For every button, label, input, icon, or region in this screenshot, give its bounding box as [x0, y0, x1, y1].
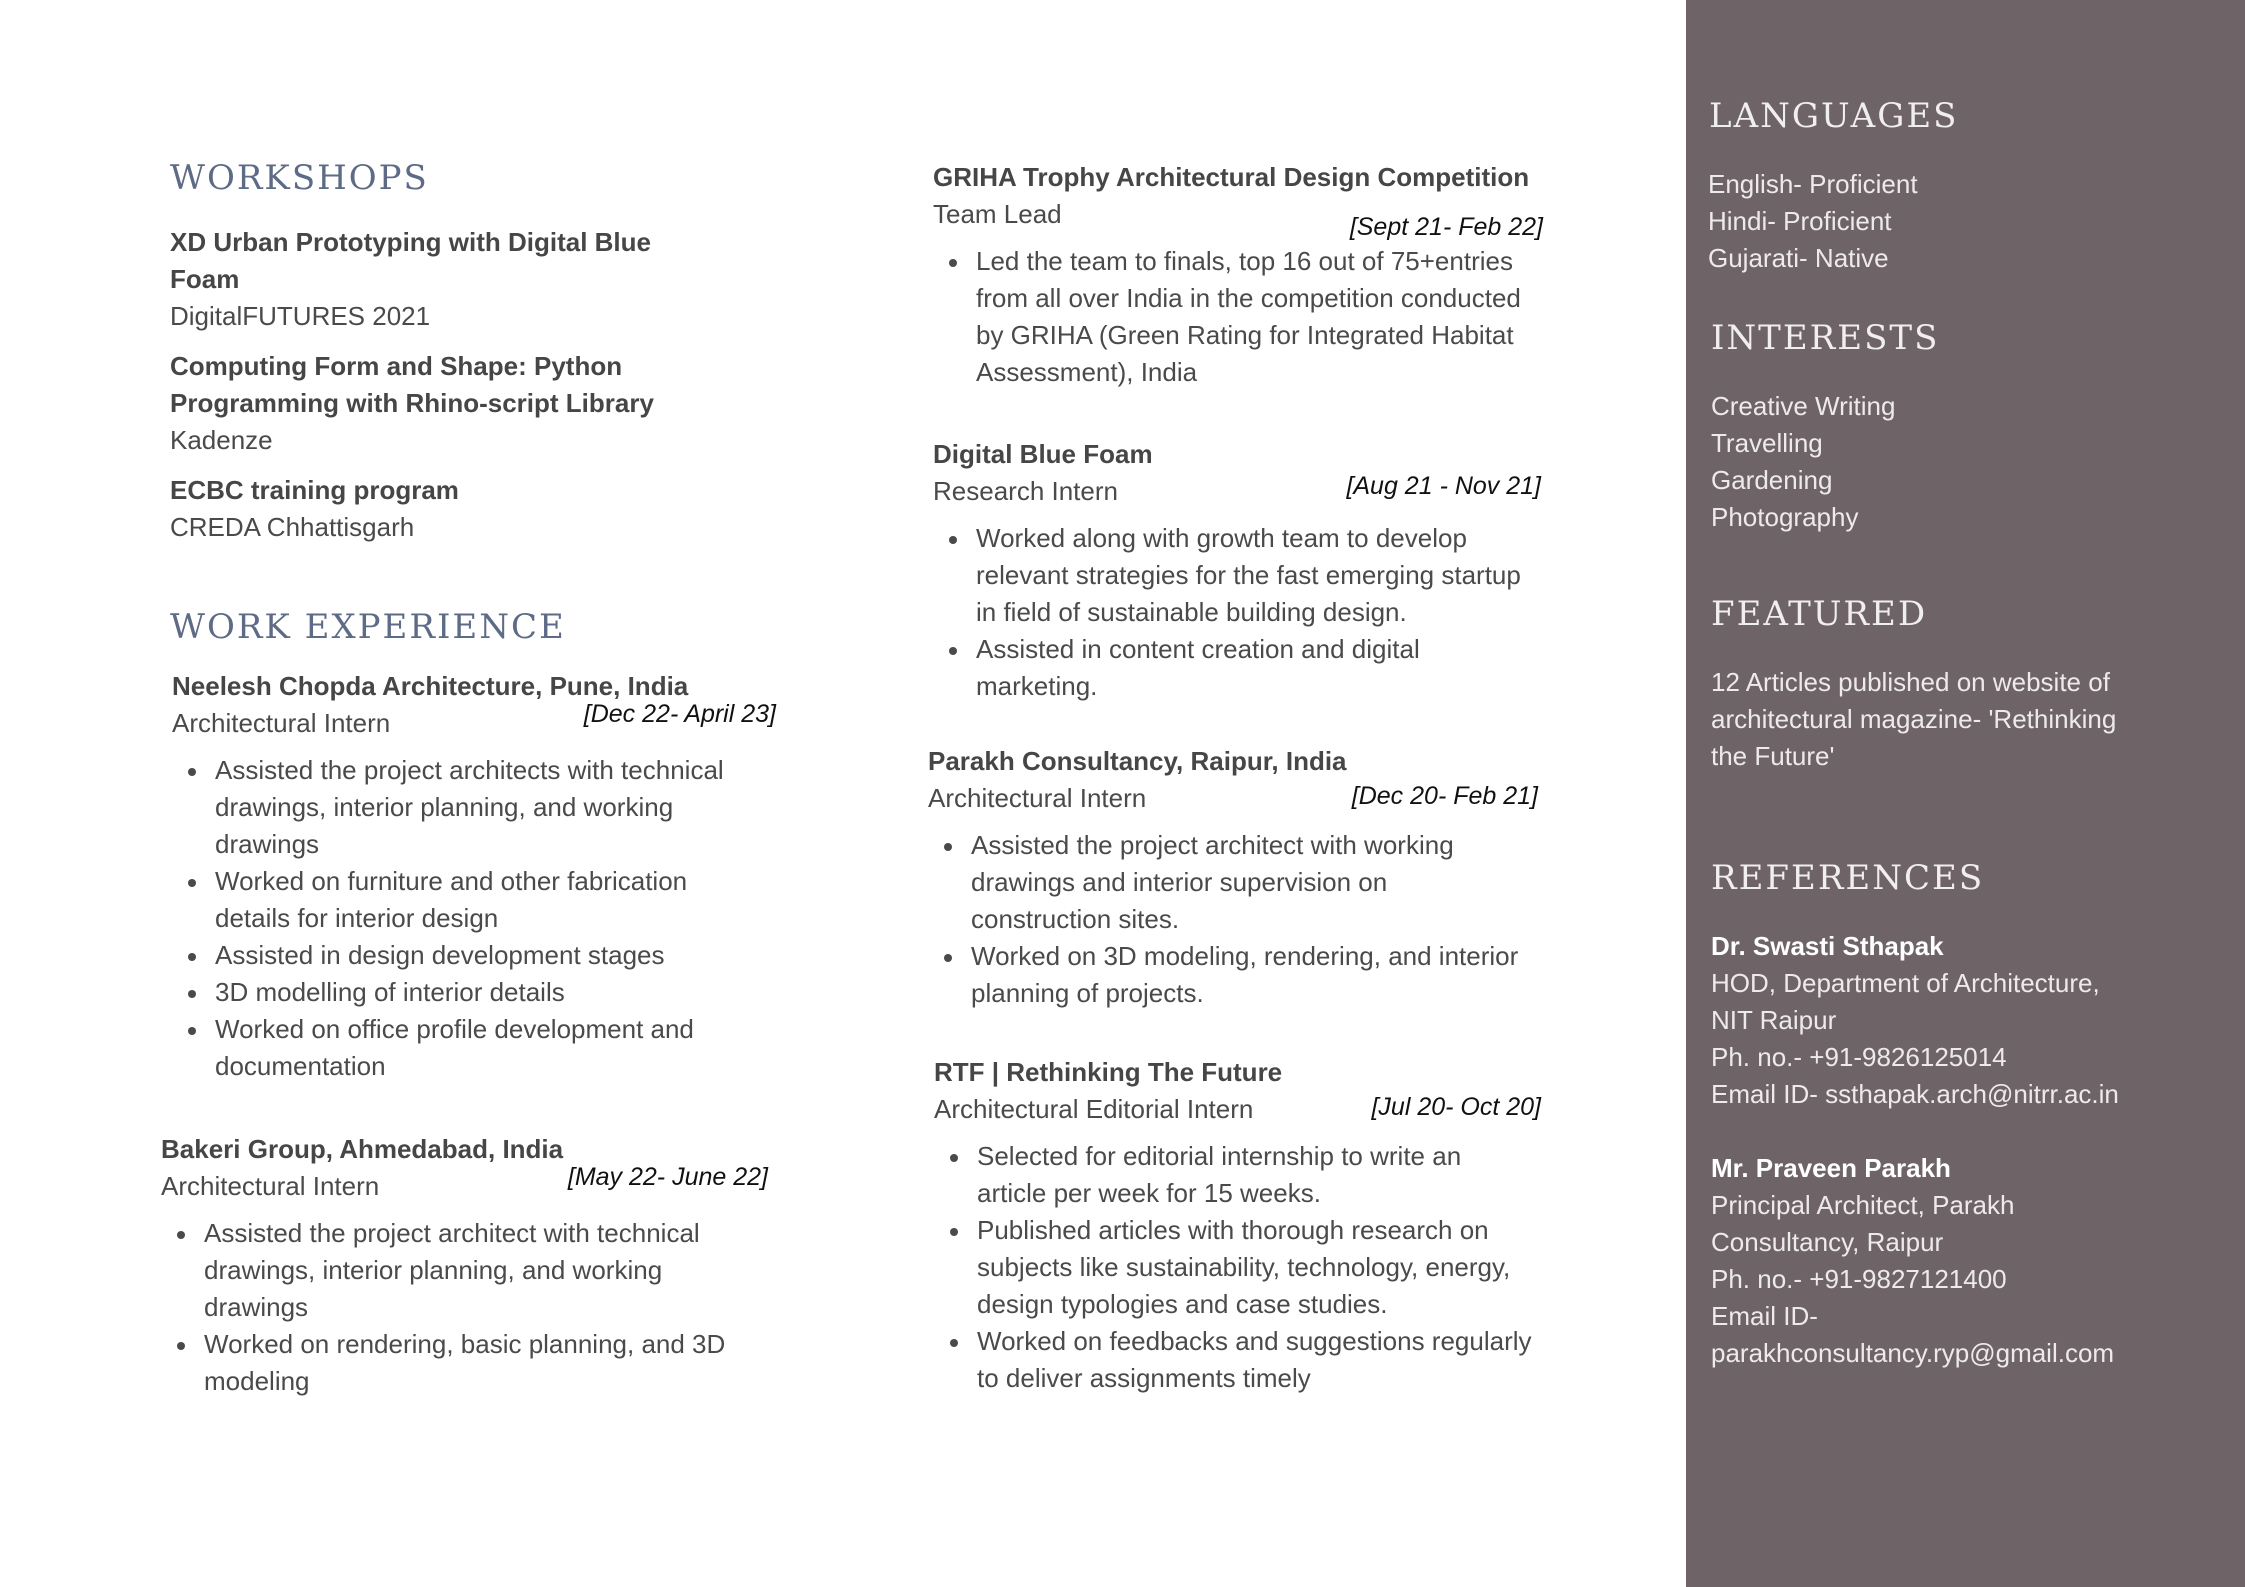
job-role: Architectural Editorial Intern	[934, 1094, 1254, 1124]
workshop-title: Computing Form and Shape: Python	[170, 351, 623, 381]
workshop-title: Programming with Rhino-script Library	[170, 388, 654, 418]
interests-heading: INTERESTS	[1711, 318, 1940, 358]
list-item: Photography	[1711, 502, 1859, 532]
job-company: Neelesh Chopda Architecture, Pune, India	[172, 671, 689, 701]
list-item: English- Proficient	[1708, 169, 1918, 199]
list-item: 3D modelling of interior details	[172, 974, 724, 1011]
job-company: Digital Blue Foam	[933, 439, 1153, 469]
job-bullets	[934, 1138, 1532, 1397]
job-role: Architectural Intern	[161, 1171, 380, 1201]
workshop-title: XD Urban Prototyping with Digital Blue	[170, 227, 651, 257]
references-heading: REFERENCES	[1711, 858, 1985, 898]
list-item: Worked on 3D modeling, rendering, and interior planning of projects.	[928, 938, 1518, 1012]
list-item: Worked on office profile development and documentation	[172, 1011, 724, 1085]
list-item: Hindi- Proficient	[1708, 206, 1892, 236]
list-item: Assisted the project architect with working drawings and interior supervision on construction sites.	[928, 827, 1518, 938]
job-dates: [Aug 21 - Nov 21]	[1346, 472, 1541, 500]
list-item: Assisted the project architect with technical drawings, interior planning, and working drawings	[161, 1215, 725, 1326]
job-bullets	[928, 827, 1518, 1012]
job-bullets	[161, 1215, 725, 1400]
list-item: Worked along with growth team to develop relevant strategies for the fast emerging startup in field of sustainable building design.	[933, 520, 1521, 631]
list-item: Creative Writing	[1711, 391, 1896, 421]
reference-entry: Mr. Praveen Parakh Principal Architect, Parakh Consultancy, Raipur Ph. no.- +91-9827121400 Email ID- parakhconsultancy.ryp@gmail.com	[1711, 1150, 2114, 1372]
list-item: Assisted in content creation and digital marketing.	[933, 631, 1521, 705]
list-item: Assisted the project architects with technical drawings, interior planning, and working drawings	[172, 752, 724, 863]
job-bullets	[172, 752, 724, 1085]
languages-list	[1708, 166, 1918, 277]
job-dates: [Dec 22- April 23]	[583, 700, 776, 728]
workshops-heading: WORKSHOPS	[170, 158, 429, 198]
languages-heading: LANGUAGES	[1709, 96, 1959, 136]
list-item: Led the team to finals, top 16 out of 75+entries from all over India in the competition conducted by GRIHA (Green Rating for Integrated Habitat Assessment), India	[933, 243, 1521, 391]
workshop-title: Foam	[170, 264, 240, 294]
list-item: Worked on furniture and other fabrication details for interior design	[172, 863, 724, 937]
featured-heading: FEATURED	[1711, 594, 1928, 634]
job-company: Bakeri Group, Ahmedabad, India	[161, 1134, 564, 1164]
reference-name: Mr. Praveen Parakh	[1711, 1153, 1951, 1183]
workshop-org: DigitalFUTURES 2021	[170, 301, 431, 331]
job-role: Research Intern	[933, 476, 1118, 506]
reference-entry: Dr. Swasti Sthapak HOD, Department of Architecture, NIT Raipur Ph. no.- +91-9826125014 Email ID- ssthapak.arch@nitrr.ac.in	[1711, 928, 2119, 1113]
list-item: Published articles with thorough research on subjects like sustainability, technology, energy, design typologies and case studies.	[934, 1212, 1532, 1323]
interests-list	[1711, 388, 1895, 536]
list-item: Gujarati- Native	[1708, 243, 1889, 273]
job-company: GRIHA Trophy Architectural Design Competition	[933, 162, 1530, 192]
list-item: Selected for editorial internship to write an article per week for 15 weeks.	[934, 1138, 1532, 1212]
job-company: RTF | Rethinking The Future	[934, 1057, 1283, 1087]
list-item: Gardening	[1711, 465, 1833, 495]
reference-name: Dr. Swasti Sthapak	[1711, 931, 1944, 961]
list-item: Worked on rendering, basic planning, and 3D modeling	[161, 1326, 725, 1400]
workshop-item	[170, 224, 651, 335]
list-item: Travelling	[1711, 428, 1823, 458]
job-company: Parakh Consultancy, Raipur, India	[928, 746, 1347, 776]
job-dates: [Dec 20- Feb 21]	[1351, 782, 1538, 810]
workshop-org: Kadenze	[170, 425, 273, 455]
featured-text: 12 Articles published on website of architectural magazine- 'Rethinking the Future'	[1711, 667, 2117, 771]
workshop-item	[170, 348, 654, 459]
workshop-title: ECBC training program	[170, 475, 459, 505]
job-bullets	[933, 243, 1521, 391]
job-dates: [Sept 21- Feb 22]	[1349, 213, 1543, 241]
job-role: Team Lead	[933, 199, 1062, 229]
job-dates: [Jul 20- Oct 20]	[1371, 1093, 1541, 1121]
job-bullets	[933, 520, 1521, 705]
list-item: Assisted in design development stages	[172, 937, 724, 974]
workshop-org: CREDA Chhattisgarh	[170, 512, 415, 542]
job-role: Architectural Intern	[928, 783, 1147, 813]
job-role: Architectural Intern	[172, 708, 391, 738]
job-dates: [May 22- June 22]	[567, 1163, 768, 1191]
list-item: Worked on feedbacks and suggestions regularly to deliver assignments timely	[934, 1323, 1532, 1397]
workshop-item	[170, 472, 459, 546]
work-experience-heading: WORK EXPERIENCE	[170, 607, 566, 647]
